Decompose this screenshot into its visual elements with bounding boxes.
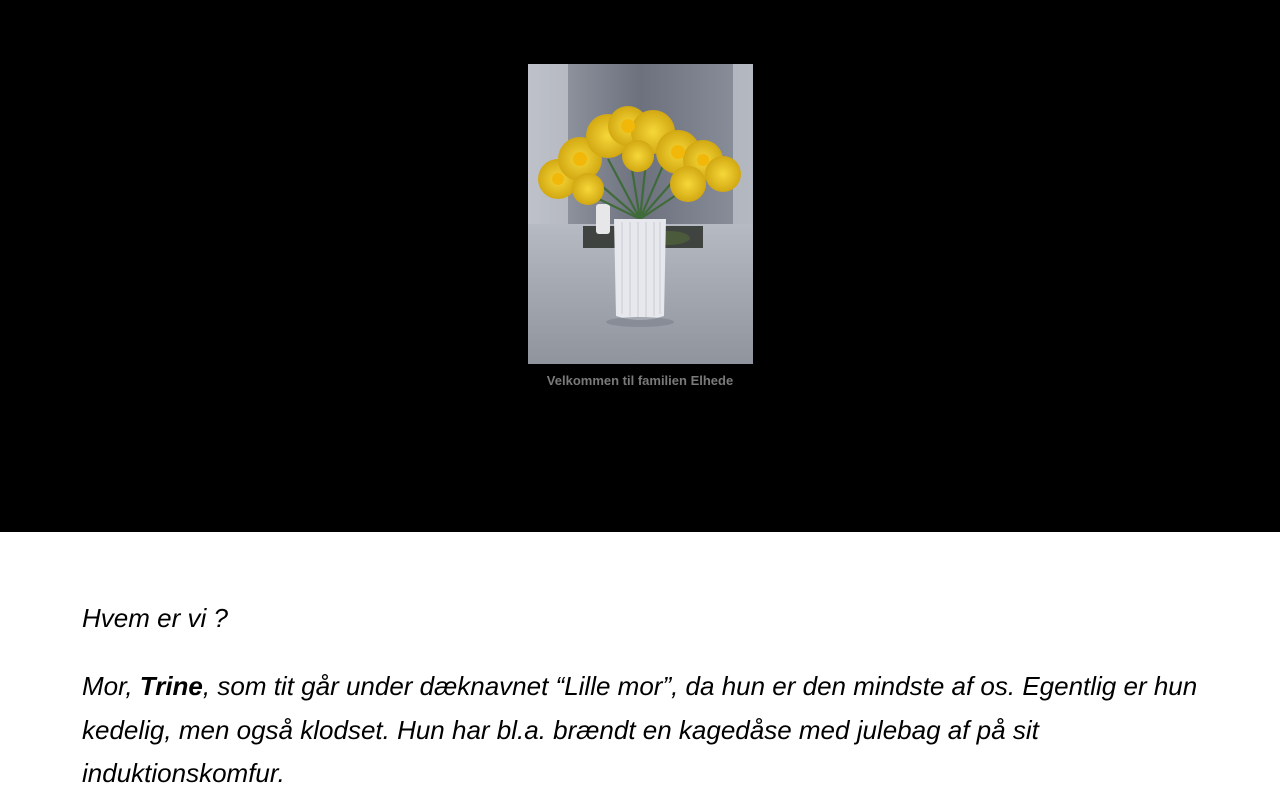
paragraph-text-after: , som tit går under dæknavnet “Lille mor”, da hun er den mindste af os. Egentlig er hun kedelig, men også klodset. Hun har bl.a. brændt en kagedåse med julebag af på sit induktionskomfur. xyxy=(82,671,1198,788)
intro-paragraph xyxy=(82,665,1202,796)
person-name: Trine xyxy=(139,671,203,701)
photo-caption: Velkommen til familien Elhede xyxy=(546,373,734,388)
section-heading: Hvem er vi ? xyxy=(82,603,228,633)
paragraph-text-before: Mor, xyxy=(82,671,140,701)
about-section xyxy=(82,598,1202,796)
daffodils-photo xyxy=(528,64,753,364)
